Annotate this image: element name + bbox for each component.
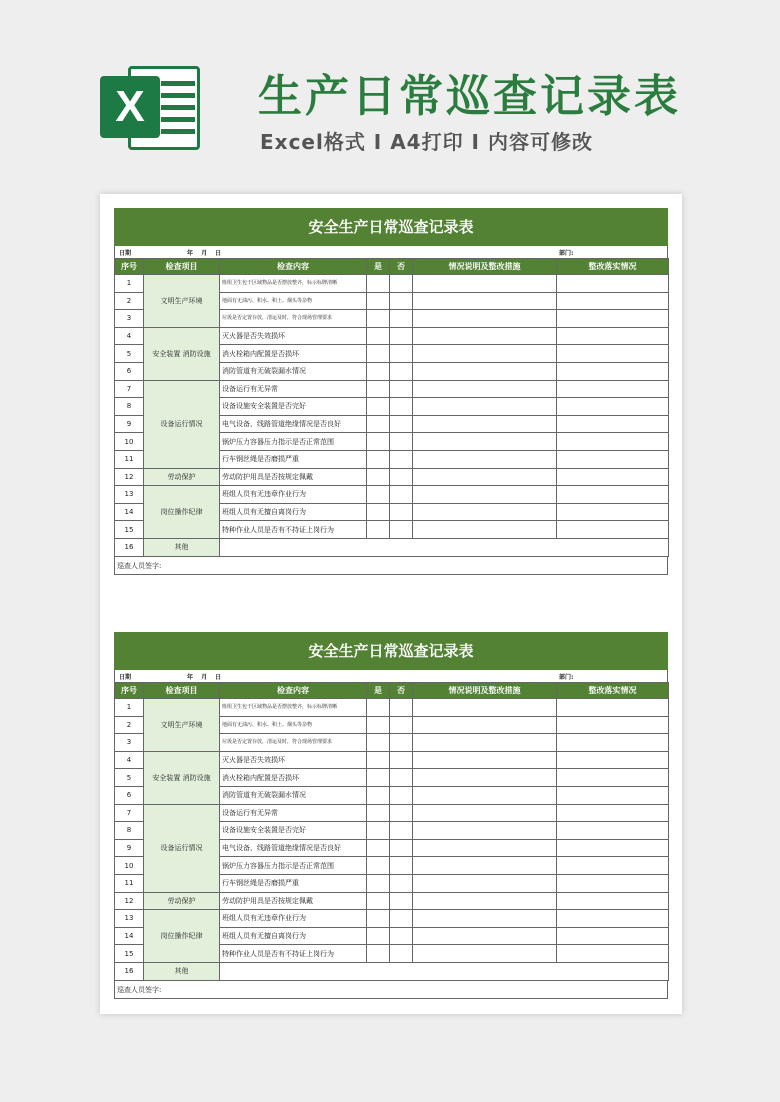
status-cell[interactable] bbox=[557, 327, 669, 345]
content-cell: 电气设备、线路管道绝缘情况是否良好 bbox=[220, 415, 367, 433]
col-header-item: 检查项目 bbox=[144, 259, 220, 275]
content-cell: 班组人员有无擅自离岗行为 bbox=[220, 503, 367, 521]
inspection-table bbox=[114, 682, 669, 981]
row-number: 10 bbox=[115, 857, 144, 875]
row-number: 13 bbox=[115, 910, 144, 928]
status-cell[interactable] bbox=[557, 945, 669, 963]
yes-check-cell[interactable] bbox=[367, 503, 390, 521]
yes-check-cell[interactable] bbox=[367, 450, 390, 468]
form-meta-row bbox=[114, 246, 668, 258]
status-cell[interactable] bbox=[557, 292, 669, 310]
content-cell[interactable] bbox=[220, 962, 669, 980]
status-cell[interactable] bbox=[557, 450, 669, 468]
page-subtitle: Excel格式 I A4打印 I 内容可修改 bbox=[260, 130, 593, 154]
remarks-cell[interactable] bbox=[413, 839, 557, 857]
row-number: 10 bbox=[115, 433, 144, 451]
content-cell: 地面有无油污、积水、积土、烟头等杂物 bbox=[220, 292, 367, 310]
yes-check-cell[interactable] bbox=[367, 415, 390, 433]
col-header-yes: 是 bbox=[367, 259, 390, 275]
status-cell[interactable] bbox=[557, 415, 669, 433]
content-cell: 消防管道有无破裂漏水情况 bbox=[220, 362, 367, 380]
content-cell: 班组卫生包干区域物品是否摆放整齐，标示标牌清晰 bbox=[220, 699, 367, 717]
row-number: 7 bbox=[115, 804, 144, 822]
status-cell[interactable] bbox=[557, 892, 669, 910]
remarks-cell[interactable] bbox=[413, 822, 557, 840]
department-label: 部门: bbox=[559, 250, 574, 257]
category-cell: 设备运行情况 bbox=[144, 380, 220, 468]
date-value: 年 月 日 bbox=[187, 250, 222, 257]
content-cell: 班组人员有无违章作业行为 bbox=[220, 910, 367, 928]
no-check-cell[interactable] bbox=[390, 839, 413, 857]
no-check-cell[interactable] bbox=[390, 945, 413, 963]
content-cell: 行车钢丝绳是否磨损严重 bbox=[220, 450, 367, 468]
row-number: 14 bbox=[115, 927, 144, 945]
row-number: 3 bbox=[115, 734, 144, 752]
remarks-cell[interactable] bbox=[413, 362, 557, 380]
no-check-cell[interactable] bbox=[390, 857, 413, 875]
col-header-remarks: 情况说明及整改措施 bbox=[413, 259, 557, 275]
no-check-cell[interactable] bbox=[390, 503, 413, 521]
status-cell[interactable] bbox=[557, 910, 669, 928]
remarks-cell[interactable] bbox=[413, 892, 557, 910]
content-cell: 电气设备、线路管道绝缘情况是否良好 bbox=[220, 839, 367, 857]
status-cell[interactable] bbox=[557, 503, 669, 521]
content-cell: 设备设施安全装置是否完好 bbox=[220, 398, 367, 416]
yes-check-cell[interactable] bbox=[367, 362, 390, 380]
yes-check-cell[interactable] bbox=[367, 857, 390, 875]
remarks-cell[interactable] bbox=[413, 786, 557, 804]
status-cell[interactable] bbox=[557, 380, 669, 398]
table-row bbox=[115, 327, 669, 345]
row-number: 6 bbox=[115, 362, 144, 380]
content-cell: 消火栓箱内配置是否损坏 bbox=[220, 769, 367, 787]
no-check-cell[interactable] bbox=[390, 786, 413, 804]
remarks-cell[interactable] bbox=[413, 310, 557, 328]
date-label: 日期 bbox=[119, 250, 132, 257]
status-cell[interactable] bbox=[557, 433, 669, 451]
no-check-cell[interactable] bbox=[390, 345, 413, 363]
row-number: 4 bbox=[115, 327, 144, 345]
remarks-cell[interactable] bbox=[413, 804, 557, 822]
category-cell: 文明生产环境 bbox=[144, 699, 220, 752]
remarks-cell[interactable] bbox=[413, 699, 557, 717]
excel-logo-icon bbox=[100, 62, 204, 154]
no-check-cell[interactable] bbox=[390, 769, 413, 787]
row-number: 5 bbox=[115, 345, 144, 363]
no-check-cell[interactable] bbox=[390, 433, 413, 451]
no-check-cell[interactable] bbox=[390, 486, 413, 504]
date-label: 日期 bbox=[119, 674, 132, 681]
yes-check-cell[interactable] bbox=[367, 433, 390, 451]
category-cell: 设备运行情况 bbox=[144, 804, 220, 892]
col-header-yes: 是 bbox=[367, 683, 390, 699]
remarks-cell[interactable] bbox=[413, 486, 557, 504]
remarks-cell[interactable] bbox=[413, 503, 557, 521]
form-meta-row bbox=[114, 670, 668, 682]
content-cell: 班组卫生包干区域物品是否摆放整齐，标示标牌清晰 bbox=[220, 275, 367, 293]
no-check-cell[interactable] bbox=[390, 910, 413, 928]
status-cell[interactable] bbox=[557, 751, 669, 769]
table-row bbox=[115, 751, 669, 769]
yes-check-cell[interactable] bbox=[367, 380, 390, 398]
remarks-cell[interactable] bbox=[413, 874, 557, 892]
document-sheet bbox=[100, 194, 682, 1014]
yes-check-cell[interactable] bbox=[367, 716, 390, 734]
row-number: 12 bbox=[115, 892, 144, 910]
no-check-cell[interactable] bbox=[390, 874, 413, 892]
remarks-cell[interactable] bbox=[413, 327, 557, 345]
content-cell: 灭火器是否失效损坏 bbox=[220, 751, 367, 769]
yes-check-cell[interactable] bbox=[367, 275, 390, 293]
row-number: 3 bbox=[115, 310, 144, 328]
status-cell[interactable] bbox=[557, 734, 669, 752]
content-cell: 设备设施安全装置是否完好 bbox=[220, 822, 367, 840]
row-number: 5 bbox=[115, 769, 144, 787]
status-cell[interactable] bbox=[557, 927, 669, 945]
yes-check-cell[interactable] bbox=[367, 699, 390, 717]
content-cell: 消火栓箱内配置是否损坏 bbox=[220, 345, 367, 363]
yes-check-cell[interactable] bbox=[367, 892, 390, 910]
no-check-cell[interactable] bbox=[390, 450, 413, 468]
table-header-row bbox=[115, 683, 669, 699]
row-number: 1 bbox=[115, 699, 144, 717]
status-cell[interactable] bbox=[557, 822, 669, 840]
row-number: 9 bbox=[115, 415, 144, 433]
table-row bbox=[115, 892, 669, 910]
category-cell: 岗位操作纪律 bbox=[144, 910, 220, 963]
yes-check-cell[interactable] bbox=[367, 521, 390, 539]
col-header-content: 检查内容 bbox=[220, 683, 367, 699]
content-cell: 锅炉压力容器压力指示是否正常范围 bbox=[220, 857, 367, 875]
content-cell: 特种作业人员是否有不持证上岗行为 bbox=[220, 521, 367, 539]
remarks-cell[interactable] bbox=[413, 751, 557, 769]
status-cell[interactable] bbox=[557, 398, 669, 416]
content-cell: 地面有无油污、积水、积土、烟头等杂物 bbox=[220, 716, 367, 734]
status-cell[interactable] bbox=[557, 310, 669, 328]
yes-check-cell[interactable] bbox=[367, 945, 390, 963]
status-cell[interactable] bbox=[557, 345, 669, 363]
row-number: 8 bbox=[115, 822, 144, 840]
row-number: 12 bbox=[115, 468, 144, 486]
row-number: 11 bbox=[115, 874, 144, 892]
no-check-cell[interactable] bbox=[390, 468, 413, 486]
status-cell[interactable] bbox=[557, 275, 669, 293]
col-header-no-answer: 否 bbox=[390, 259, 413, 275]
category-cell: 岗位操作纪律 bbox=[144, 486, 220, 539]
status-cell[interactable] bbox=[557, 468, 669, 486]
status-cell[interactable] bbox=[557, 804, 669, 822]
category-cell: 其他 bbox=[144, 538, 220, 556]
status-cell[interactable] bbox=[557, 521, 669, 539]
content-cell: 特种作业人员是否有不持证上岗行为 bbox=[220, 945, 367, 963]
status-cell[interactable] bbox=[557, 769, 669, 787]
row-number: 2 bbox=[115, 716, 144, 734]
content-cell: 垃圾是否定置存放，清运及时，符合现场管理要求 bbox=[220, 310, 367, 328]
inspector-signature[interactable]: 巡查人员签字: bbox=[114, 557, 668, 575]
yes-check-cell[interactable] bbox=[367, 839, 390, 857]
category-cell: 劳动保护 bbox=[144, 892, 220, 910]
row-number: 7 bbox=[115, 380, 144, 398]
yes-check-cell[interactable] bbox=[367, 910, 390, 928]
no-check-cell[interactable] bbox=[390, 734, 413, 752]
form-title: 安全生产日常巡查记录表 bbox=[114, 208, 668, 246]
row-number: 13 bbox=[115, 486, 144, 504]
yes-check-cell[interactable] bbox=[367, 468, 390, 486]
yes-check-cell[interactable] bbox=[367, 786, 390, 804]
col-header-no: 序号 bbox=[115, 683, 144, 699]
yes-check-cell[interactable] bbox=[367, 486, 390, 504]
table-row bbox=[115, 486, 669, 504]
yes-check-cell[interactable] bbox=[367, 822, 390, 840]
row-number: 4 bbox=[115, 751, 144, 769]
row-number: 9 bbox=[115, 839, 144, 857]
no-check-cell[interactable] bbox=[390, 521, 413, 539]
yes-check-cell[interactable] bbox=[367, 804, 390, 822]
yes-check-cell[interactable] bbox=[367, 398, 390, 416]
col-header-status: 整改落实情况 bbox=[557, 259, 669, 275]
content-cell: 行车钢丝绳是否磨损严重 bbox=[220, 874, 367, 892]
page-title: 生产日常巡查记录表 bbox=[258, 71, 681, 122]
row-number: 15 bbox=[115, 521, 144, 539]
no-check-cell[interactable] bbox=[390, 380, 413, 398]
category-cell: 劳动保护 bbox=[144, 468, 220, 486]
no-check-cell[interactable] bbox=[390, 292, 413, 310]
col-header-remarks: 情况说明及整改措施 bbox=[413, 683, 557, 699]
row-number: 8 bbox=[115, 398, 144, 416]
no-check-cell[interactable] bbox=[390, 699, 413, 717]
row-number: 6 bbox=[115, 786, 144, 804]
row-number: 1 bbox=[115, 275, 144, 293]
content-cell: 垃圾是否定置存放，清运及时，符合现场管理要求 bbox=[220, 734, 367, 752]
content-cell: 劳动防护用具是否按规定佩戴 bbox=[220, 892, 367, 910]
table-row bbox=[115, 468, 669, 486]
table-row bbox=[115, 962, 669, 980]
content-cell: 锅炉压力容器压力指示是否正常范围 bbox=[220, 433, 367, 451]
no-check-cell[interactable] bbox=[390, 415, 413, 433]
table-row bbox=[115, 910, 669, 928]
category-cell: 安全装置 消防设施 bbox=[144, 751, 220, 804]
remarks-cell[interactable] bbox=[413, 292, 557, 310]
yes-check-cell[interactable] bbox=[367, 734, 390, 752]
category-cell: 其他 bbox=[144, 962, 220, 980]
content-cell: 设备运行有无异常 bbox=[220, 380, 367, 398]
status-cell[interactable] bbox=[557, 857, 669, 875]
yes-check-cell[interactable] bbox=[367, 769, 390, 787]
col-header-content: 检查内容 bbox=[220, 259, 367, 275]
no-check-cell[interactable] bbox=[390, 716, 413, 734]
no-check-cell[interactable] bbox=[390, 927, 413, 945]
content-cell: 班组人员有无违章作业行为 bbox=[220, 486, 367, 504]
status-cell[interactable] bbox=[557, 716, 669, 734]
yes-check-cell[interactable] bbox=[367, 874, 390, 892]
no-check-cell[interactable] bbox=[390, 327, 413, 345]
remarks-cell[interactable] bbox=[413, 415, 557, 433]
row-number: 16 bbox=[115, 962, 144, 980]
yes-check-cell[interactable] bbox=[367, 327, 390, 345]
content-cell: 设备运行有无异常 bbox=[220, 804, 367, 822]
no-check-cell[interactable] bbox=[390, 310, 413, 328]
remarks-cell[interactable] bbox=[413, 734, 557, 752]
status-cell[interactable] bbox=[557, 874, 669, 892]
table-row bbox=[115, 380, 669, 398]
no-check-cell[interactable] bbox=[390, 751, 413, 769]
remarks-cell[interactable] bbox=[413, 345, 557, 363]
yes-check-cell[interactable] bbox=[367, 292, 390, 310]
col-header-no: 序号 bbox=[115, 259, 144, 275]
row-number: 14 bbox=[115, 503, 144, 521]
remarks-cell[interactable] bbox=[413, 433, 557, 451]
status-cell[interactable] bbox=[557, 839, 669, 857]
inspection-table bbox=[114, 258, 669, 557]
col-header-item: 检查项目 bbox=[144, 683, 220, 699]
remarks-cell[interactable] bbox=[413, 521, 557, 539]
table-row bbox=[115, 275, 669, 293]
no-check-cell[interactable] bbox=[390, 275, 413, 293]
category-cell: 文明生产环境 bbox=[144, 275, 220, 328]
table-row bbox=[115, 699, 669, 717]
status-cell[interactable] bbox=[557, 486, 669, 504]
department-label: 部门: bbox=[559, 674, 574, 681]
remarks-cell[interactable] bbox=[413, 857, 557, 875]
row-number: 2 bbox=[115, 292, 144, 310]
remarks-cell[interactable] bbox=[413, 716, 557, 734]
content-cell[interactable] bbox=[220, 538, 669, 556]
remarks-cell[interactable] bbox=[413, 468, 557, 486]
yes-check-cell[interactable] bbox=[367, 345, 390, 363]
remarks-cell[interactable] bbox=[413, 769, 557, 787]
status-cell[interactable] bbox=[557, 786, 669, 804]
remarks-cell[interactable] bbox=[413, 450, 557, 468]
col-header-no-answer: 否 bbox=[390, 683, 413, 699]
no-check-cell[interactable] bbox=[390, 362, 413, 380]
yes-check-cell[interactable] bbox=[367, 310, 390, 328]
logo-letter: X bbox=[100, 76, 160, 138]
inspection-form-1 bbox=[114, 208, 668, 575]
no-check-cell[interactable] bbox=[390, 822, 413, 840]
yes-check-cell[interactable] bbox=[367, 927, 390, 945]
date-value: 年 月 日 bbox=[187, 674, 222, 681]
inspector-signature[interactable]: 巡查人员签字: bbox=[114, 981, 668, 999]
table-row bbox=[115, 804, 669, 822]
table-header-row bbox=[115, 259, 669, 275]
content-cell: 消防管道有无破裂漏水情况 bbox=[220, 786, 367, 804]
remarks-cell[interactable] bbox=[413, 275, 557, 293]
row-number: 16 bbox=[115, 538, 144, 556]
remarks-cell[interactable] bbox=[413, 398, 557, 416]
content-cell: 劳动防护用具是否按规定佩戴 bbox=[220, 468, 367, 486]
no-check-cell[interactable] bbox=[390, 398, 413, 416]
remarks-cell[interactable] bbox=[413, 945, 557, 963]
inspection-form-2 bbox=[114, 632, 668, 999]
row-number: 15 bbox=[115, 945, 144, 963]
no-check-cell[interactable] bbox=[390, 892, 413, 910]
category-cell: 安全装置 消防设施 bbox=[144, 327, 220, 380]
col-header-status: 整改落实情况 bbox=[557, 683, 669, 699]
page-header bbox=[0, 0, 780, 180]
remarks-cell[interactable] bbox=[413, 910, 557, 928]
form-title: 安全生产日常巡查记录表 bbox=[114, 632, 668, 670]
no-check-cell[interactable] bbox=[390, 804, 413, 822]
table-row bbox=[115, 538, 669, 556]
status-cell[interactable] bbox=[557, 699, 669, 717]
row-number: 11 bbox=[115, 450, 144, 468]
remarks-cell[interactable] bbox=[413, 927, 557, 945]
status-cell[interactable] bbox=[557, 362, 669, 380]
yes-check-cell[interactable] bbox=[367, 751, 390, 769]
remarks-cell[interactable] bbox=[413, 380, 557, 398]
content-cell: 灭火器是否失效损坏 bbox=[220, 327, 367, 345]
content-cell: 班组人员有无擅自离岗行为 bbox=[220, 927, 367, 945]
